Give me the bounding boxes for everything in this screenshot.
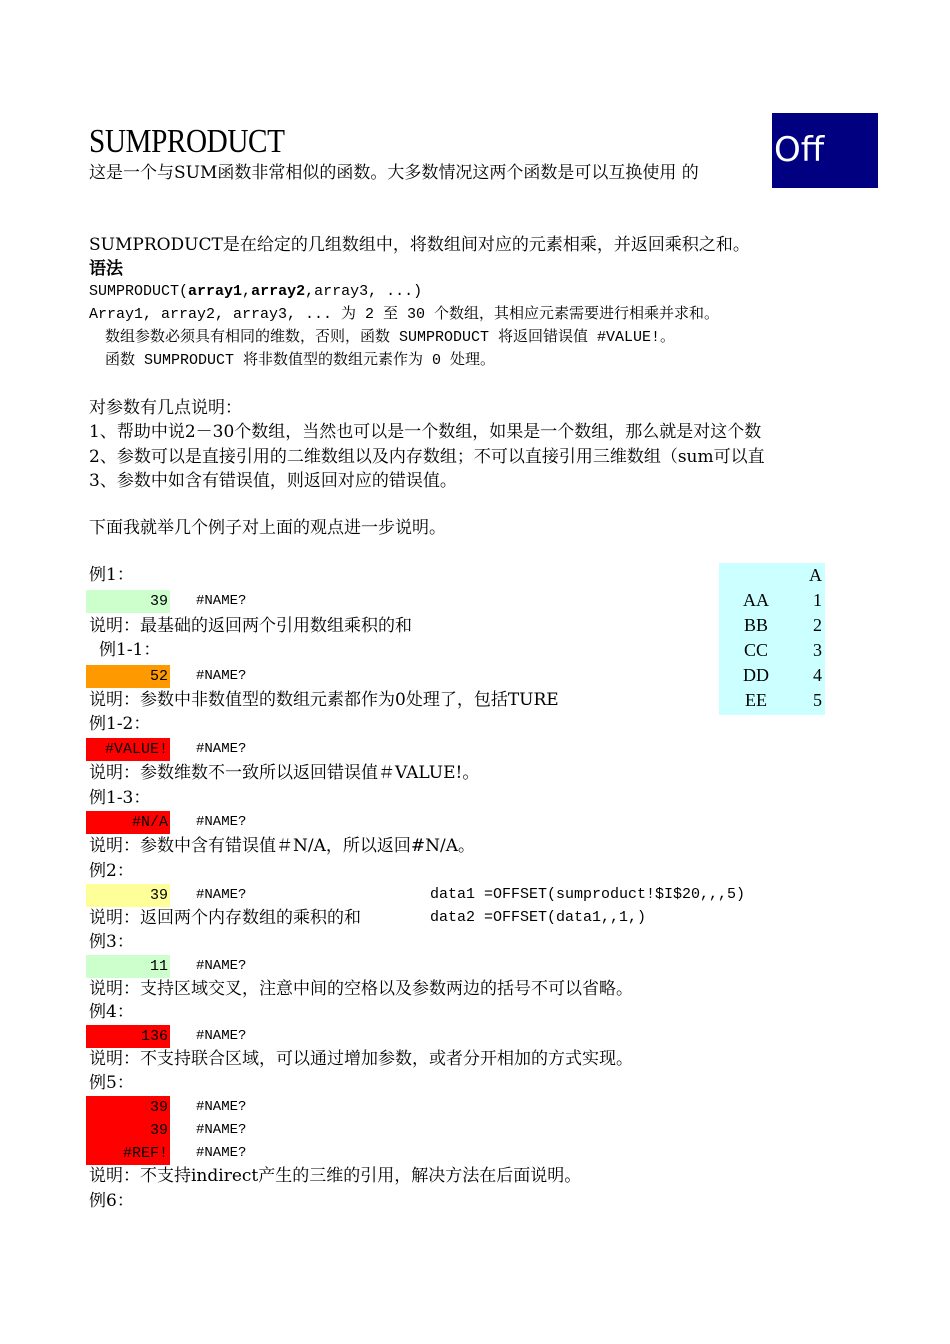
example-1-result-cell[interactable]: 39 [86, 590, 170, 613]
example-1-1-formula-cell[interactable]: #NAME? [196, 668, 247, 684]
example-5-formula-cell[interactable]: #NAME? [196, 1145, 247, 1161]
example-2-result-cell[interactable]: 39 [86, 884, 170, 907]
syntax-line [89, 281, 422, 303]
side-table-value: 1 [813, 590, 822, 610]
example-2-data1-definition: data1 =OFFSET(sumproduct!$I$20,,,5) [430, 886, 746, 903]
syntax-rest: ,array3, ...) [305, 283, 423, 300]
side-table-header-label: A [809, 565, 822, 585]
example-5-formula-cell[interactable]: #NAME? [196, 1099, 247, 1115]
side-table-value: 4 [813, 665, 822, 685]
example-5-result-cell[interactable]: 39 [86, 1096, 170, 1119]
side-table-key: AA [743, 590, 769, 610]
syntax-arg2: array2 [251, 283, 306, 300]
example-2-label: 例2： [89, 861, 134, 881]
syntax-sep: , [242, 283, 252, 300]
example-1-1-result-cell[interactable]: 52 [86, 665, 170, 688]
side-table-row [719, 613, 825, 638]
definition-text: SUMPRODUCT是在给定的几组数组中，将数组间对应的元素相乘，并返回乘积之和。 [89, 235, 750, 255]
side-table-value: 2 [813, 615, 822, 635]
example-1-2-label: 例1-2： [89, 714, 151, 734]
param-item-2: 2、参数可以是直接引用的二维数组以及内存数组；不可以直接引用三维数组（sum可以直 [89, 447, 765, 467]
example-5-note: 说明：不支持indirect产生的三维的引用，解决方法在后面说明。 [89, 1166, 582, 1186]
side-table [719, 563, 825, 715]
side-table-key: BB [743, 615, 768, 635]
intro-text: 这是一个与SUM函数非常相似的函数。大多数情况这两个函数是可以互换使用 的 [89, 163, 699, 183]
side-table-row [719, 688, 825, 713]
example-5-label: 例5： [89, 1073, 134, 1093]
example-1-3-label: 例1-3： [89, 788, 151, 808]
param-item-3: 3、参数中如含有错误值，则返回对应的错误值。 [89, 471, 457, 491]
example-1-2-result-cell[interactable]: #VALUE! [86, 738, 170, 761]
example-2-data2-definition: data2 =OFFSET(data1,,1,) [430, 909, 647, 926]
side-table-value: 3 [813, 640, 822, 660]
args-description: Array1, array2, array3, ... 为 2 至 30 个数组，其相应元素需要进行相乘并求和。 [89, 306, 720, 323]
example-4-result-cell[interactable]: 136 [86, 1025, 170, 1048]
example-1-1-note: 说明：参数中非数值型的数组元素都作为0处理了，包括TURE [89, 690, 559, 710]
example-1-formula-cell[interactable]: #NAME? [196, 593, 247, 609]
off-button[interactable]: Off [772, 113, 878, 188]
note-non-numeric: 函数 SUMPRODUCT 将非数值型的数组元素作为 0 处理。 [105, 352, 496, 369]
example-1-3-formula-cell[interactable]: #NAME? [196, 814, 247, 830]
syntax-fn: SUMPRODUCT( [89, 283, 189, 300]
example-3-result-cell[interactable]: 11 [86, 955, 170, 978]
example-6-label: 例6： [89, 1191, 134, 1211]
param-item-1: 1、帮助中说2－30个数组，当然也可以是一个数组，如果是一个数组，那么就是对这个数 [89, 422, 762, 442]
syntax-heading: 语法 [89, 259, 123, 279]
example-4-note: 说明：不支持联合区域，可以通过增加参数，或者分开相加的方式实现。 [89, 1049, 633, 1069]
example-1-3-result-cell[interactable]: #N/A [86, 811, 170, 834]
side-table-value: 5 [813, 690, 822, 710]
side-table-row [719, 638, 825, 663]
example-1-note: 说明：最基础的返回两个引用数组乘积的和 [89, 616, 412, 636]
side-table-key: CC [743, 640, 768, 660]
side-table-row [719, 588, 825, 613]
example-5-formula-cell[interactable]: #NAME? [196, 1122, 247, 1138]
note-dimensions: 数组参数必须具有相同的维数，否则，函数 SUMPRODUCT 将返回错误值 #VALUE!。 [105, 329, 676, 346]
side-table-key: EE [745, 690, 767, 710]
side-table-key: DD [743, 665, 769, 685]
side-table-header [719, 563, 825, 588]
example-1-1-label: 例1-1： [99, 640, 161, 660]
example-3-note: 说明：支持区域交叉，注意中间的空格以及参数两边的括号不可以省略。 [89, 979, 633, 999]
example-3-label: 例3： [89, 932, 134, 952]
example-5-result-cell[interactable]: 39 [86, 1119, 170, 1142]
example-1-label: 例1： [89, 565, 134, 585]
example-2-formula-cell[interactable]: #NAME? [196, 887, 247, 903]
side-table-row [719, 663, 825, 688]
example-4-formula-cell[interactable]: #NAME? [196, 1028, 247, 1044]
example-5-result-cell[interactable]: #REF! [86, 1142, 170, 1165]
example-1-2-note: 说明：参数维数不一致所以返回错误值＃VALUE!。 [89, 763, 480, 783]
example-1-3-note: 说明：参数中含有错误值＃N/A，所以返回#N/A。 [89, 836, 476, 856]
example-3-formula-cell[interactable]: #NAME? [196, 958, 247, 974]
example-2-note: 说明：返回两个内存数组的乘积的和 [89, 908, 361, 928]
syntax-arg1: array1 [188, 283, 243, 300]
example-1-2-formula-cell[interactable]: #NAME? [196, 741, 247, 757]
page-title: SUMPRODUCT [89, 123, 285, 160]
params-heading: 对参数有几点说明： [89, 398, 242, 418]
example-4-label: 例4： [89, 1002, 134, 1022]
examples-intro: 下面我就举几个例子对上面的观点进一步说明。 [89, 518, 446, 538]
